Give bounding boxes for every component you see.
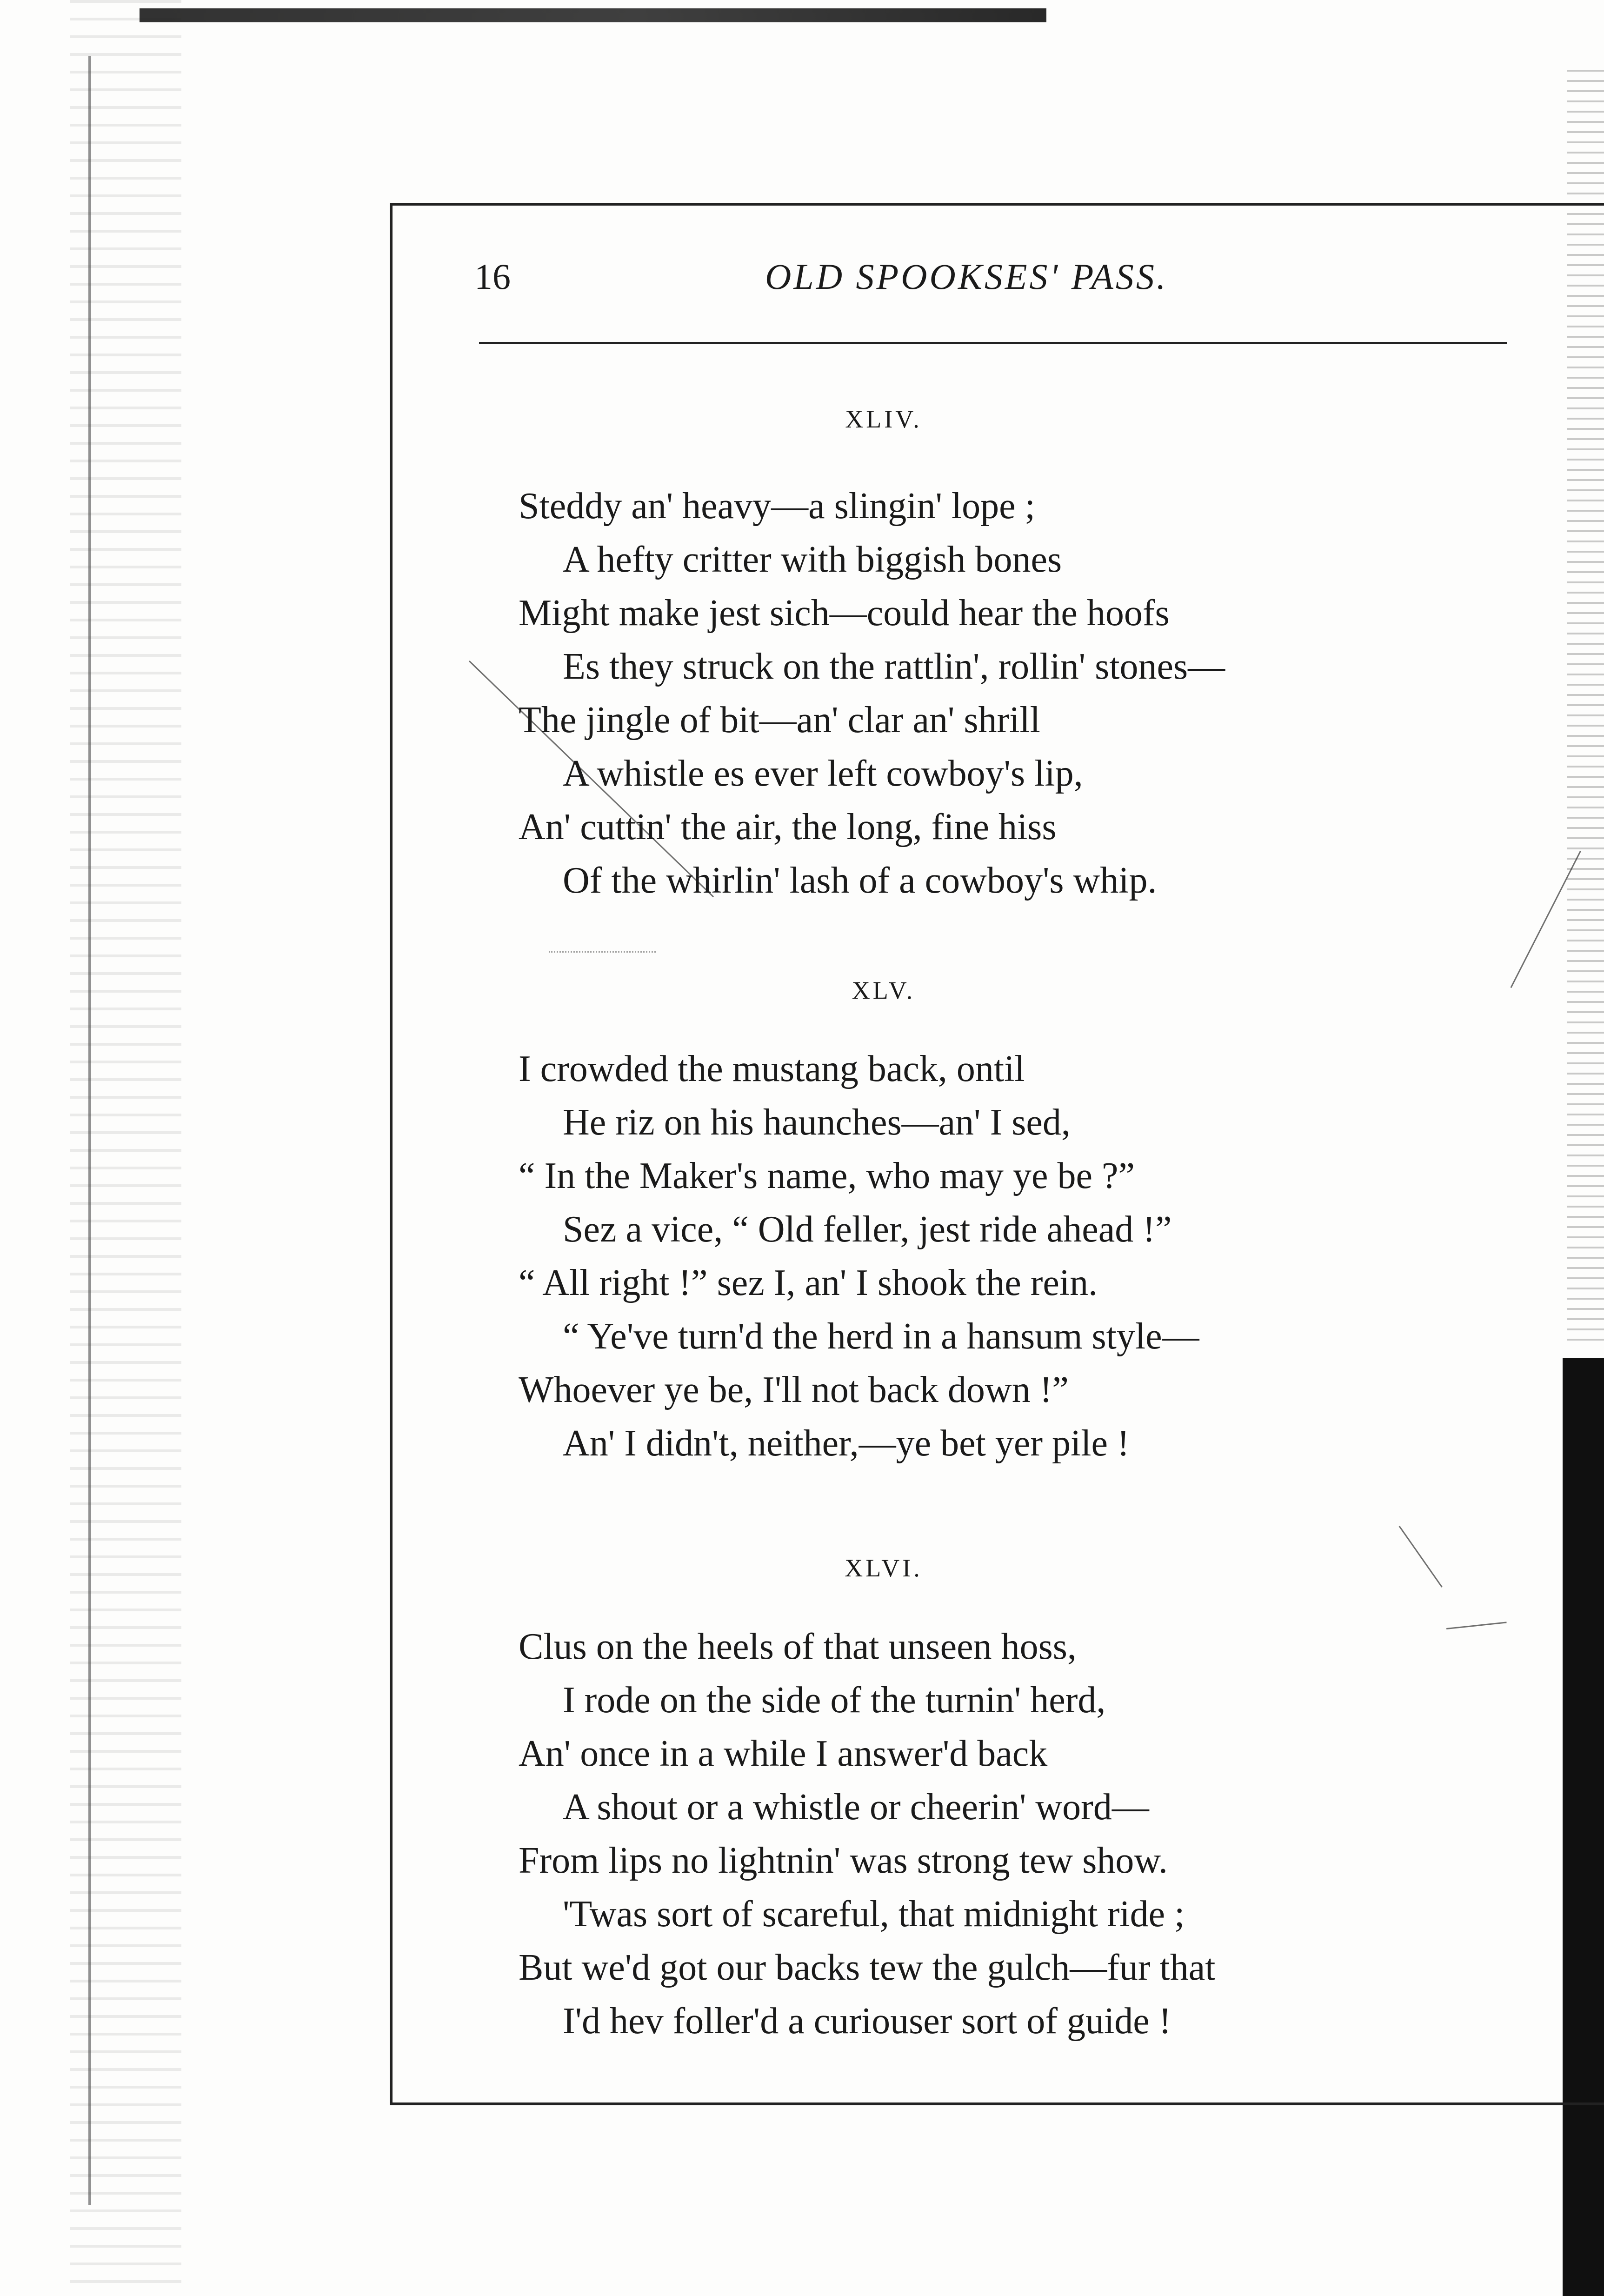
header-rule bbox=[479, 342, 1507, 344]
verse-line: Of the whirlin' lash of a cowboy's whip. bbox=[563, 860, 1157, 901]
verse-line: He riz on his haunches—an' I sed, bbox=[563, 1102, 1071, 1143]
verse-line: The jingle of bit—an' clar an' shrill bbox=[519, 700, 1040, 741]
scan-top-dark-bar bbox=[140, 8, 1046, 22]
verse-line: I crowded the mustang back, ontil bbox=[519, 1048, 1025, 1089]
stanza-number: XLIV. bbox=[845, 405, 922, 433]
page-frame-bottom bbox=[390, 2102, 1604, 2105]
verse-line: Es they struck on the rattlin', rollin' stones— bbox=[563, 646, 1225, 687]
verse-line: “ In the Maker's name, who may ye be ?” bbox=[519, 1155, 1135, 1196]
verse-line: A shout or a whistle or cheerin' word— bbox=[563, 1787, 1149, 1828]
stanza-number: XLVI. bbox=[845, 1554, 923, 1582]
scan-left-binding-line bbox=[88, 56, 91, 2205]
page-frame-top bbox=[390, 203, 1604, 206]
verse-line: “ All right !” sez I, an' I shook the rein. bbox=[519, 1262, 1098, 1303]
running-title: OLD SPOOKSES' PASS. bbox=[765, 256, 1168, 297]
scan-dotted-mark bbox=[549, 951, 656, 953]
verse-line: Might make jest sich—could hear the hoofs bbox=[519, 593, 1170, 634]
page-number: 16 bbox=[474, 256, 511, 297]
verse-line: Clus on the heels of that unseen hoss, bbox=[519, 1626, 1077, 1667]
page-frame-left bbox=[390, 204, 393, 2104]
verse-line: An' once in a while I answer'd back bbox=[519, 1733, 1048, 1774]
scan-right-edge-noise bbox=[1567, 70, 1604, 1349]
scan-left-edge-noise bbox=[70, 0, 181, 2296]
verse-line: Whoever ye be, I'll not back down !” bbox=[519, 1369, 1069, 1410]
verse-line: I rode on the side of the turnin' herd, bbox=[563, 1680, 1106, 1721]
verse-line: Steddy an' heavy—a slingin' lope ; bbox=[519, 486, 1035, 527]
stanza-number: XLV. bbox=[852, 976, 916, 1004]
running-header bbox=[474, 254, 1507, 300]
verse-line: An' I didn't, neither,—ye bet yer pile ! bbox=[563, 1423, 1130, 1464]
verse-line: A hefty critter with biggish bones bbox=[563, 539, 1062, 580]
verse-line: “ Ye've turn'd the herd in a hansum style— bbox=[563, 1316, 1199, 1357]
scan-stray-stroke bbox=[1399, 1526, 1443, 1588]
scan-right-dark-edge bbox=[1563, 1358, 1604, 2296]
verse-line: I'd hev foller'd a curiouser sort of guide ! bbox=[563, 2001, 1171, 2042]
verse-line: Sez a vice, “ Old feller, jest ride ahead !” bbox=[563, 1209, 1172, 1250]
verse-line: A whistle es ever left cowboy's lip, bbox=[563, 753, 1083, 794]
verse-line: 'Twas sort of scareful, that midnight ride ; bbox=[563, 1894, 1185, 1935]
verse-line: But we'd got our backs tew the gulch—fur that bbox=[519, 1947, 1216, 1988]
verse-line: From lips no lightnin' was strong tew show. bbox=[519, 1840, 1168, 1881]
verse-line: An' cuttin' the air, the long, fine hiss bbox=[519, 807, 1057, 848]
scan-stray-stroke bbox=[1446, 1622, 1507, 1629]
